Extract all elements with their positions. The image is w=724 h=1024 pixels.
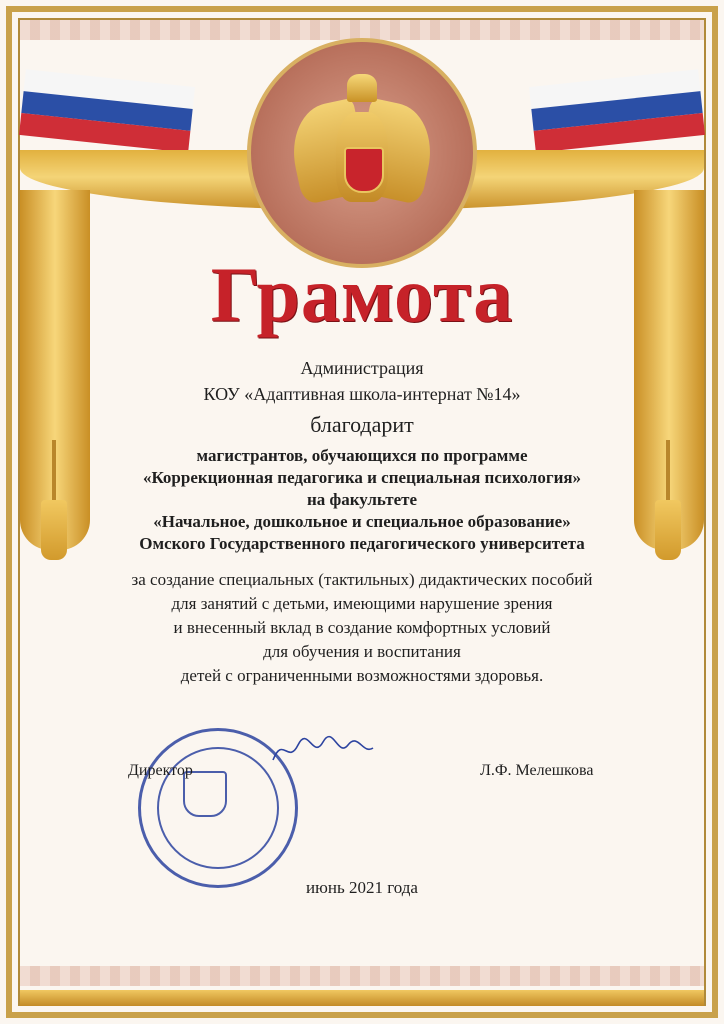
tassel-left (41, 500, 67, 560)
certificate-date: июнь 2021 года (306, 878, 418, 897)
tassel-right (655, 500, 681, 560)
reason-line: и внесенный вклад в создание комфортных условий (173, 618, 551, 637)
signature-icon (268, 730, 378, 770)
recipient-line: «Начальное, дошкольное и специальное образование» (153, 512, 571, 531)
signer-role: Директор (128, 762, 193, 779)
recipient-line: магистрантов, обучающихся по программе (196, 446, 528, 465)
signer-name: Л.Ф. Мелешкова (480, 762, 594, 779)
recipient-line: «Коррекционная педагогика и специальная психология» (142, 468, 582, 487)
issuer-line-2: КОУ «Адаптивная школа-интернат №14» (203, 384, 521, 404)
reason-line: детей с ограниченными возможностями здоровья. (180, 666, 544, 685)
reason-line: для обучения и воспитания (263, 642, 461, 661)
top-ornament-band (20, 20, 704, 40)
tassel-cord-left (52, 440, 56, 500)
reason-line: для занятий с детьми, имеющими нарушение зрения (171, 594, 553, 613)
thanks-text: благодарит (310, 412, 414, 437)
certificate-title: Грамота (210, 251, 514, 338)
coat-of-arms-icon (247, 38, 477, 268)
bottom-gold-band (20, 990, 704, 1006)
issuer-line-1: Администрация (300, 358, 424, 378)
reason-line: за создание специальных (тактильных) дидактических пособий (131, 570, 593, 589)
tassel-cord-right (666, 440, 670, 500)
bottom-ornament-band (20, 966, 704, 986)
recipient-line: на факультете (306, 490, 418, 509)
recipient-line: Омского Государственного педагогического университета (139, 534, 585, 553)
